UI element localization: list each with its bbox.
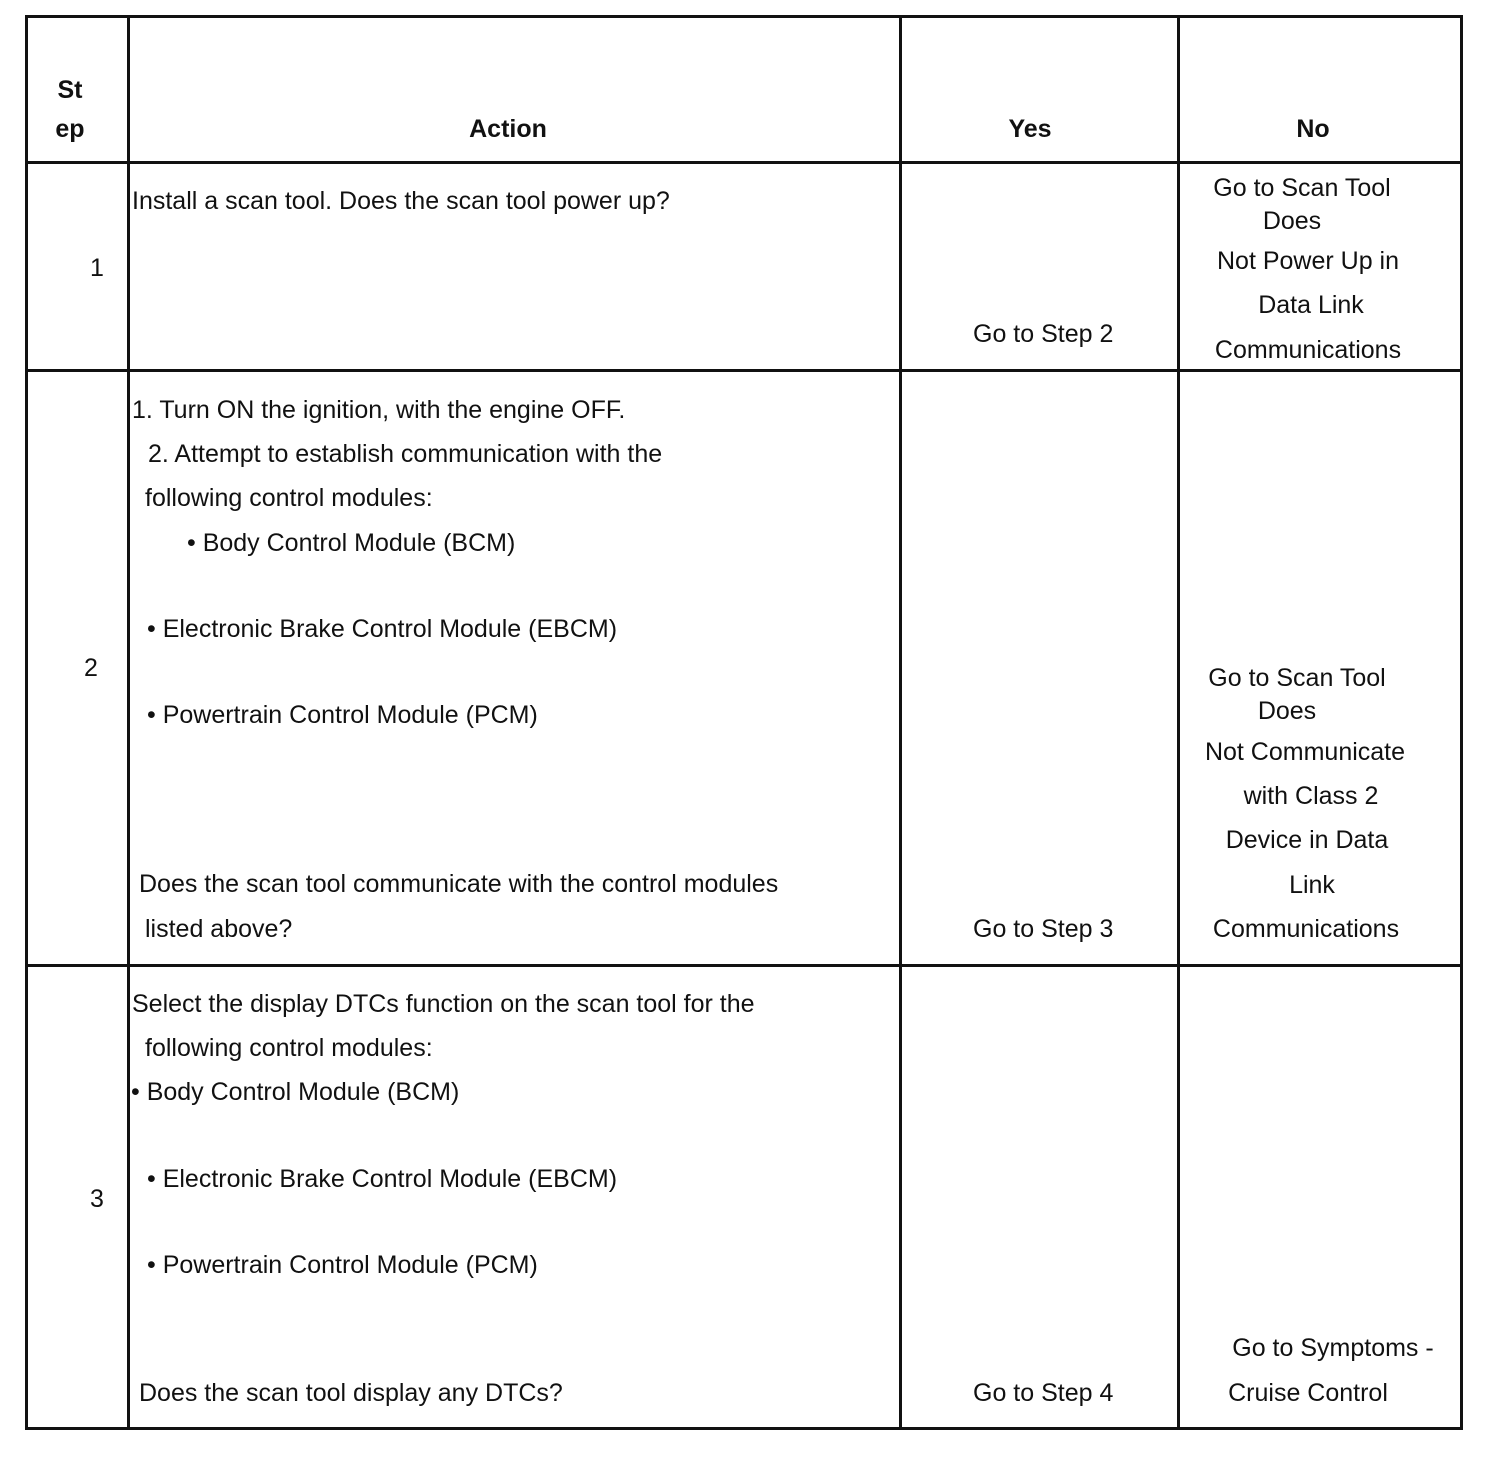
action-line: 2. Attempt to establish communication with the [148,440,663,468]
no-result-line: Does [1262,207,1322,235]
row-divider [25,161,1463,164]
header-step-line2: ep [55,115,85,143]
action-line: 1. Turn ON the ignition, with the engine OFF. [132,396,626,424]
no-result-line: Go to Scan Tool [1213,174,1391,202]
no-result-line: with Class 2 [1243,782,1379,810]
header-action: Action [469,115,547,143]
no-result-line: Go to Symptoms - [1232,1334,1434,1362]
table-border-right [1460,15,1463,1430]
action-line: following control modules: [145,484,433,512]
yes-result: Go to Step 3 [973,915,1114,943]
row-divider [25,369,1463,372]
no-result-line: Cruise Control [1228,1379,1388,1407]
action-line: • Powertrain Control Module (PCM) [147,1251,538,1279]
action-line: • Electronic Brake Control Module (EBCM) [147,1165,618,1193]
no-result-line: Not Power Up in [1216,247,1400,275]
step-number: 1 [90,254,104,282]
action-line: Does the scan tool display any DTCs? [139,1379,563,1407]
table-border-left [25,15,28,1430]
no-result-line: Not Communicate [1204,738,1406,766]
action-line: • Powertrain Control Module (PCM) [147,701,538,729]
no-result-line: Communications [1214,336,1402,364]
table-border-bottom [25,1427,1463,1430]
no-result-line: Communications [1212,915,1400,943]
action-line: following control modules: [145,1034,433,1062]
row-divider [25,964,1463,967]
no-result-line: Device in Data [1225,826,1389,854]
yes-result: Go to Step 2 [973,320,1114,348]
no-result-line: Link [1289,871,1335,899]
action-line: • Electronic Brake Control Module (EBCM) [147,615,618,643]
header-yes: Yes [1008,115,1052,143]
step-number: 2 [84,654,98,682]
header-no: No [1296,115,1330,143]
column-divider [899,15,902,1430]
action-line: • Body Control Module (BCM) [187,529,516,557]
column-divider [127,15,130,1430]
step-number: 3 [90,1185,104,1213]
action-line: Select the display DTCs function on the scan tool for the [132,990,755,1018]
action-line: Does the scan tool communicate with the control modules [139,870,779,898]
table-border-top [25,15,1463,18]
yes-result: Go to Step 4 [973,1379,1114,1407]
no-result-line: Data Link [1258,291,1364,319]
action-line: listed above? [145,915,293,943]
action-line: Install a scan tool. Does the scan tool power up? [132,187,670,215]
no-result-line: Does [1257,697,1317,725]
header-step-line1: St [57,76,83,104]
action-line: • Body Control Module (BCM) [131,1078,460,1106]
no-result-line: Go to Scan Tool [1208,664,1386,692]
